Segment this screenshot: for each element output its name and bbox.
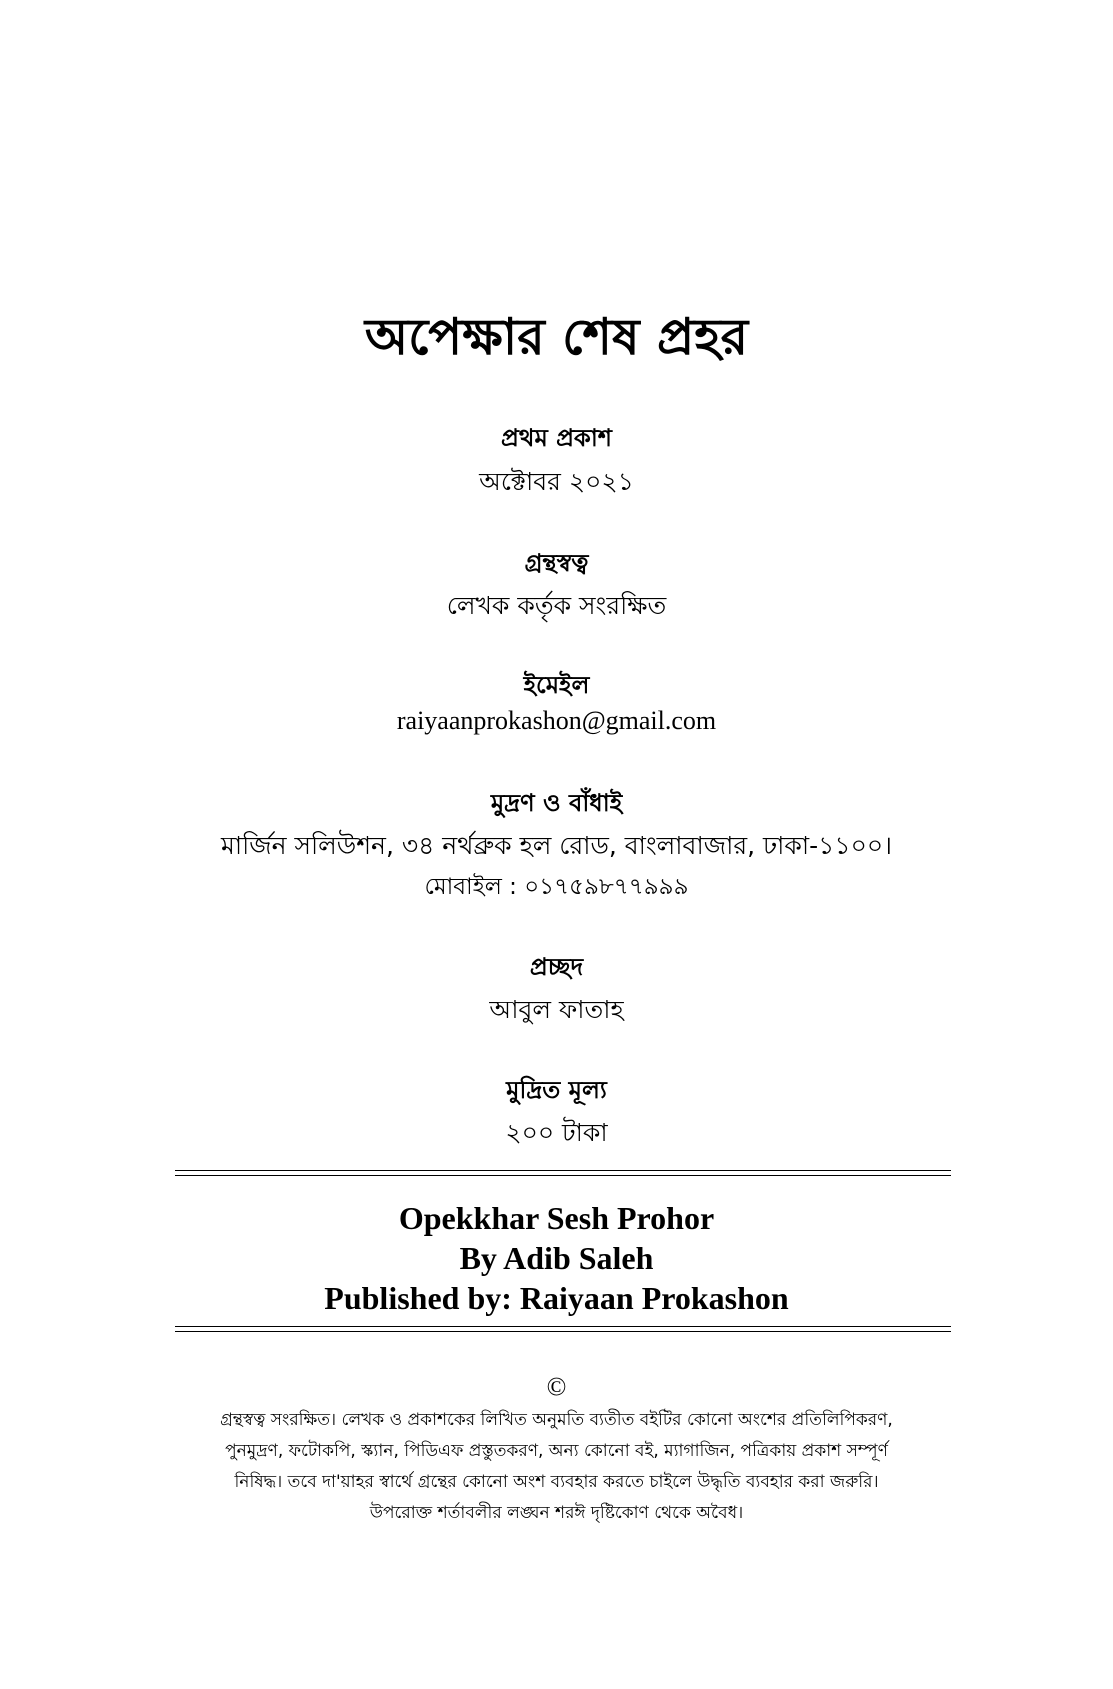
english-author: By Adib Saleh [459, 1240, 654, 1276]
book-title: অপেক্ষার শেষ প্রহর [364, 308, 749, 366]
notice-line: উপরোক্ত শর্তাবলীর লঙ্ঘন শরঈ দৃষ্টিকোণ থেকে অবৈধ। [369, 1503, 744, 1523]
printing-mobile: মোবাইল : ০১৭৫৯৮৭৭৯৯৯ [424, 874, 689, 900]
copyright-icon: © [546, 1372, 567, 1401]
bottom-double-rule [175, 1326, 951, 1332]
copyright-label: গ্রন্থস্বত্ব [524, 549, 589, 577]
price-value: ২০০ টাকা [505, 1118, 608, 1147]
copyright-notice [0, 1405, 1113, 1529]
price-label: মুদ্রিত মূল্য [506, 1076, 607, 1104]
cover-value: আবুল ফাতাহ [489, 995, 624, 1024]
notice-line: নিষিদ্ধ। তবে দা'য়াহর স্বার্থে গ্রন্থের কোনো অংশ ব্যবহার করতে চাইলে উদ্ধৃতি ব্যবহার করা জরুরি। [234, 1472, 879, 1492]
printing-label: মুদ্রণ ও বাঁধাই [490, 789, 623, 817]
email-label: ইমেইল [523, 671, 590, 699]
top-double-rule [175, 1170, 951, 1176]
email-value: raiyaanprokashon@gmail.com [396, 706, 717, 735]
notice-line: পুনমুদ্রণ, ফটোকপি, স্ক্যান, পিডিএফ প্রস্তুতকরণ, অন্য কোনো বই, ম্যাগাজিন, পত্রিকায় প্রকাশ সম্পূর্ণ [225, 1441, 888, 1461]
english-publisher: Published by: Raiyaan Prokashon [324, 1280, 789, 1316]
notice-line: গ্রন্থস্বত্ব সংরক্ষিত। লেখক ও প্রকাশকের লিখিত অনুমতি ব্যতীত বইটির কোনো অংশের প্রতিলিপিকরণ, [220, 1410, 893, 1430]
english-title: Opekkhar Sesh Prohor [398, 1200, 715, 1236]
printing-address: মার্জিন সলিউশন, ৩৪ নর্থব্রুক হল রোড, বাংলাবাজার, ঢাকা-১১০০। [220, 831, 893, 860]
first-edition-value: অক্টোবর ২০২১ [479, 467, 634, 496]
copyright-value: লেখক কর্তৃক সংরক্ষিত [446, 591, 667, 620]
cover-label: প্রচ্ছদ [529, 953, 584, 981]
first-edition-label: প্রথম প্রকাশ [500, 424, 612, 452]
